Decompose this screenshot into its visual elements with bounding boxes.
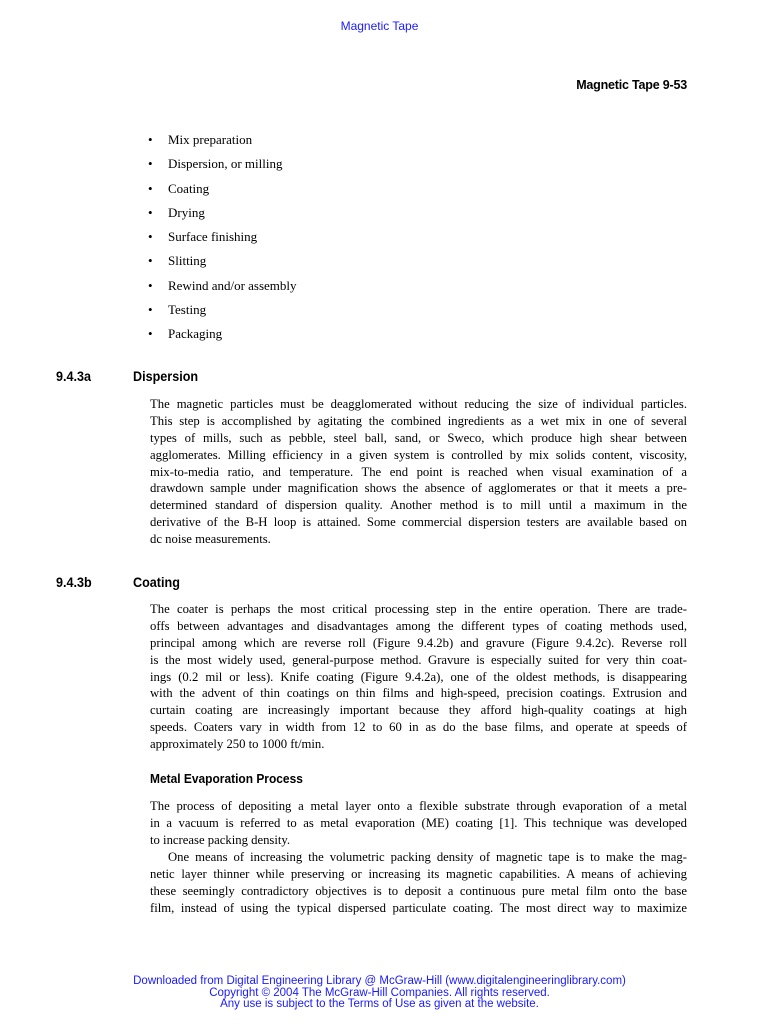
- text-line: these seemingly contradictory objectives is to deposit a continuous pure metal film onto the base: [150, 883, 687, 898]
- footer-notice[interactable]: [0, 976, 759, 1011]
- metal-evaporation-paragraph-1: [150, 798, 687, 849]
- text-line: The coater is perhaps the most critical processing step in the entire operation. There are trade-: [150, 602, 687, 616]
- section-number-dispersion: 9.4.3a: [56, 368, 92, 384]
- text-line: to increase packing density.: [150, 832, 291, 847]
- list-item: • Coating: [148, 177, 297, 201]
- text-line: speeds. Coaters vary in width from 12 to 60 in as do the base films, and operate at speeds of: [150, 720, 687, 735]
- section-number-coating: 9.4.3b: [56, 574, 92, 590]
- subsection-title-metal-evaporation: Metal Evaporation Process: [150, 771, 303, 786]
- text-line: One means of increasing the volumetric packing density of magnetic tape is to make the mag-: [168, 850, 687, 864]
- text-line: is the most widely used, general-purpose method. Gravure is especially suited for very thin coat-: [150, 652, 687, 667]
- text-line: derivative of the B-H loop is attained. Some commercial dispersion testers are available based on: [150, 515, 687, 530]
- text-line: determined standard of dispersion quality. Another method is to mill until a maximum in the: [150, 498, 687, 513]
- list-item: • Dispersion, or milling: [148, 152, 297, 176]
- footer-terms[interactable]: Any use is subject to the Terms of Use as given at the website.: [220, 998, 539, 1010]
- bullet-icon: •: [148, 180, 153, 196]
- text-line: drawdown sample under magnification shows the absence of agglomerates or that it meets a pre-: [150, 481, 687, 496]
- text-line: ings (0.2 mil or less). Knife coating (Figure 9.4.2a), one of the oldest methods, is disappearing: [150, 669, 687, 684]
- coating-paragraph: [150, 601, 687, 753]
- list-item: • Drying: [148, 201, 297, 225]
- running-head: Magnetic Tape 9-53: [576, 78, 687, 92]
- footer-copyright[interactable]: Copyright © 2004 The McGraw-Hill Companies. All rights reserved.: [209, 986, 550, 999]
- bullet-icon: •: [148, 301, 153, 317]
- text-line: with the advent of thin coatings on thin films and high-speed, precision coatings. Extrusion and: [150, 686, 687, 701]
- text-line: types of mills, such as pebble, steel ball, sand, or Sweco, which produce high shear between: [150, 430, 687, 445]
- bullet-icon: •: [148, 132, 153, 147]
- text-line: film, instead of using the typical dispersed particulate coating. The most direct way to maximize: [150, 900, 687, 915]
- text-line: offs between advantages and disadvantages among the different types of coating methods used,: [150, 618, 687, 633]
- bullet-icon: •: [148, 156, 153, 172]
- process-steps-list: [148, 128, 297, 346]
- list-item: • Surface finishing: [148, 225, 297, 249]
- bullet-icon: •: [148, 204, 153, 220]
- list-item: • Mix preparation: [148, 128, 297, 152]
- text-line: The process of depositing a metal layer onto a flexible substrate through evaporation of a metal: [150, 799, 687, 813]
- list-item: • Testing: [148, 298, 297, 322]
- text-line: curtain coating are increasingly important because they afford high-quality coatings at high: [150, 703, 687, 718]
- bullet-icon: •: [148, 253, 153, 269]
- text-line: approximately 250 to 1000 ft/min.: [150, 737, 325, 752]
- text-line: agglomerates. Milling efficiency in a given system is controlled by mix solids content, viscosity,: [150, 447, 687, 462]
- bullet-icon: •: [148, 277, 153, 293]
- dispersion-paragraph: [150, 396, 687, 548]
- text-line: mix-to-media ratio, and temperature. The end point is reached when visual examination of a: [150, 464, 687, 479]
- text-line: netic layer thinner while preserving or increasing its magnetic capabilities. A means of achieving: [150, 866, 687, 881]
- list-item: • Slitting: [148, 249, 297, 273]
- bullet-icon: •: [148, 229, 153, 244]
- text-line: This step is accomplished by agitating the combined ingredients as a wet mix in one of several: [150, 413, 687, 428]
- metal-evaporation-paragraph-2: [150, 849, 687, 917]
- text-line: The magnetic particles must be deagglomerated without reducing the size of individual particles.: [150, 397, 687, 411]
- text-line: principal among which are reverse roll (Figure 9.4.2b) and gravure (Figure 9.4.2c). Reverse roll: [150, 635, 687, 650]
- section-title-dispersion: Dispersion: [133, 368, 199, 384]
- list-item: • Rewind and/or assembly: [148, 274, 297, 298]
- section-title-coating: Coating: [133, 574, 180, 590]
- bullet-icon: •: [148, 326, 153, 341]
- footer-download-link[interactable]: Downloaded from Digital Engineering Library @ McGraw-Hill (www.digitalengineeringlibrary.com): [133, 975, 626, 987]
- text-line: in a vacuum is referred to as metal evaporation (ME) coating [1]. This technique was developed: [150, 815, 687, 830]
- header-link[interactable]: Magnetic Tape: [340, 19, 419, 33]
- list-item: • Packaging: [148, 322, 297, 346]
- text-line: dc noise measurements.: [150, 532, 271, 547]
